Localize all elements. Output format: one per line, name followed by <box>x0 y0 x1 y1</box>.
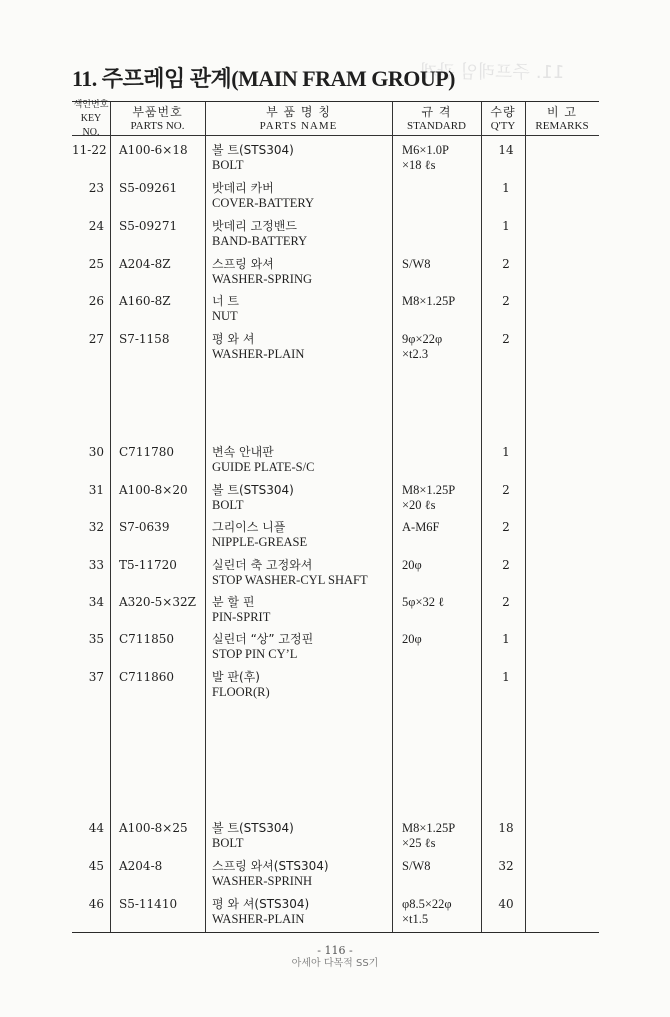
part-name <box>212 143 294 173</box>
header-name-ko: 부 품 명 칭 <box>266 104 331 119</box>
part-name <box>212 897 309 927</box>
key-no: 37 <box>88 670 104 684</box>
key-no: 25 <box>88 257 104 271</box>
header-key <box>72 99 110 138</box>
standard <box>402 821 455 851</box>
standard <box>402 558 422 573</box>
quantity: 2 <box>502 558 510 572</box>
header-qty-ko: 수량 <box>490 104 516 119</box>
parts-table <box>72 101 599 933</box>
part-name <box>212 670 270 700</box>
bleed-through-title: 11. 주프레임 관계 <box>420 62 565 83</box>
part-name <box>212 520 307 550</box>
quantity: 2 <box>502 294 510 308</box>
part-no: A160-8Z <box>119 294 171 308</box>
standard-line: S/W8 <box>402 257 431 271</box>
part-name-ko: 실린더 축 고정와셔 <box>212 558 313 572</box>
footer-note: 아세아 다목적 SS기 <box>291 958 379 969</box>
part-no: S5-09261 <box>119 181 178 195</box>
quantity: 2 <box>502 483 510 497</box>
standard <box>402 294 455 309</box>
standard <box>402 897 452 927</box>
page-number: - 116 - <box>317 944 353 957</box>
standard-line: 5φ×32 ℓ <box>402 595 445 609</box>
header-name <box>205 102 392 135</box>
key-no: 35 <box>88 632 104 646</box>
part-no: C711860 <box>119 670 174 684</box>
standard-line: ×t2.3 <box>402 347 429 361</box>
quantity: 14 <box>498 143 514 157</box>
part-name-en: PIN-SPRIT <box>212 610 271 624</box>
header-parts <box>110 102 205 135</box>
standard-line: M8×1.25P <box>402 483 456 497</box>
part-name-en: NUT <box>212 309 238 323</box>
quantity: 18 <box>498 821 514 835</box>
part-name <box>212 595 270 625</box>
part-name-ko: 볼 트(STS304) <box>212 483 294 497</box>
standard-line: 9φ×22φ <box>402 332 443 346</box>
part-name-en: WASHER-PLAIN <box>212 347 305 361</box>
part-name-en: STOP WASHER-CYL SHAFT <box>212 573 368 587</box>
header-standard <box>392 102 481 135</box>
part-no: S5-11410 <box>119 897 178 911</box>
quantity: 40 <box>498 897 514 911</box>
part-name-ko: 평 와 셔(STS304) <box>212 897 310 911</box>
standard-line: ×25 ℓs <box>402 836 436 850</box>
standard-line: M8×1.25P <box>402 294 456 308</box>
header-name-en: PARTS NAME <box>259 119 338 132</box>
standard-line: 20φ <box>402 558 422 572</box>
header-standard-ko: 규 격 <box>421 104 452 119</box>
quantity: 1 <box>502 181 510 195</box>
part-no: A204-8Z <box>119 257 171 271</box>
key-no: 32 <box>88 520 104 534</box>
standard-line: M8×1.25P <box>402 821 456 835</box>
part-name <box>212 294 239 324</box>
key-no: 26 <box>88 294 104 308</box>
page-footer <box>0 944 670 970</box>
part-name <box>212 632 313 662</box>
part-name <box>212 219 307 249</box>
standard-line: 20φ <box>402 632 422 646</box>
quantity: 1 <box>502 219 510 233</box>
part-name <box>212 859 329 889</box>
part-name-en: NIPPLE-GREASE <box>212 535 308 549</box>
part-no: C711780 <box>119 445 174 459</box>
column-divider <box>205 102 206 932</box>
part-name-ko: 실린더 “상” 고정핀 <box>212 632 314 646</box>
key-no: 11-22 <box>72 143 107 157</box>
quantity: 1 <box>502 445 510 459</box>
standard <box>402 632 422 647</box>
part-name-en: COVER-BATTERY <box>212 196 315 210</box>
standard <box>402 859 430 874</box>
part-name-en: BOLT <box>212 158 244 172</box>
part-no: S5-09271 <box>119 219 178 233</box>
part-name-ko: 변속 안내판 <box>212 445 274 459</box>
quantity: 2 <box>502 257 510 271</box>
part-no: A100-6×18 <box>119 143 188 157</box>
part-name-ko: 발 판(후) <box>212 670 260 684</box>
part-name <box>212 332 304 362</box>
part-name-ko: 그리이스 니플 <box>212 520 286 534</box>
key-no: 24 <box>88 219 104 233</box>
part-name-ko: 평 와 셔 <box>212 332 255 346</box>
part-name-ko: 스프링 와셔(STS304) <box>212 859 329 873</box>
quantity: 1 <box>502 632 510 646</box>
part-no: A100-8×25 <box>119 821 188 835</box>
header-qty <box>481 102 525 135</box>
header-key-en: KEY NO. <box>80 112 102 138</box>
column-divider <box>392 102 393 932</box>
header-parts-en: PARTS NO. <box>130 119 185 132</box>
page-title: 11. 주프레임 관계(MAIN FRAM GROUP) <box>72 66 455 91</box>
standard-line: S/W8 <box>402 859 431 873</box>
standard-line: ×18 ℓs <box>402 158 436 172</box>
part-name-en: WASHER-PLAIN <box>212 912 305 926</box>
standard-line: φ8.5×22φ <box>402 897 452 911</box>
standard <box>402 143 449 173</box>
column-divider <box>110 102 111 932</box>
standard <box>402 332 442 362</box>
part-no: T5-11720 <box>119 558 177 572</box>
part-name <box>212 558 368 588</box>
part-no: A204-8 <box>119 859 163 873</box>
part-name-ko: 스프링 와셔 <box>212 257 274 271</box>
part-name <box>212 181 314 211</box>
quantity: 2 <box>502 332 510 346</box>
part-name <box>212 445 314 475</box>
header-remarks-ko: 비 고 <box>547 104 577 119</box>
standard-line: ×20 ℓs <box>402 498 436 512</box>
part-name-ko: 볼 트(STS304) <box>212 143 294 157</box>
header-remarks <box>525 102 599 135</box>
key-no: 45 <box>88 859 104 873</box>
part-no: S7-0639 <box>119 520 170 534</box>
key-no: 34 <box>88 595 104 609</box>
header-qty-en: Q'TY <box>490 119 516 132</box>
standard <box>402 257 430 272</box>
part-name <box>212 483 294 513</box>
part-name <box>212 257 312 287</box>
part-no: A320-5×32Z <box>119 595 196 609</box>
part-no: C711850 <box>119 632 174 646</box>
header-standard-en: STANDARD <box>406 119 466 132</box>
standard-line: M6×1.0P <box>402 143 449 157</box>
key-no: 30 <box>88 445 104 459</box>
quantity: 2 <box>502 520 510 534</box>
key-no: 44 <box>88 821 104 835</box>
header-parts-ko: 부품번호 <box>132 104 183 119</box>
part-name-ko: 밧데리 카버 <box>212 181 274 195</box>
key-no: 27 <box>88 332 104 346</box>
quantity: 1 <box>502 670 510 684</box>
part-no: A100-8×20 <box>119 483 188 497</box>
key-no: 33 <box>88 558 104 572</box>
column-divider <box>481 102 482 932</box>
header-divider <box>72 135 599 136</box>
part-name-en: BAND-BATTERY <box>212 234 308 248</box>
part-name-ko: 분 할 핀 <box>212 595 255 609</box>
column-divider <box>525 102 526 932</box>
standard <box>402 595 444 610</box>
quantity: 32 <box>498 859 514 873</box>
part-name-ko: 볼 트(STS304) <box>212 821 294 835</box>
part-name-en: BOLT <box>212 836 244 850</box>
standard-line: ×t1.5 <box>402 912 429 926</box>
standard <box>402 483 455 513</box>
part-name-ko: 너 트 <box>212 294 239 308</box>
part-name-en: BOLT <box>212 498 244 512</box>
part-name-en: WASHER-SPRING <box>212 272 313 286</box>
standard-line: A-M6F <box>402 520 440 534</box>
header-remarks-en: REMARKS <box>535 119 589 132</box>
key-no: 31 <box>88 483 104 497</box>
part-name-ko: 밧데리 고정밴드 <box>212 219 297 233</box>
quantity: 2 <box>502 595 510 609</box>
part-no: S7-1158 <box>119 332 170 346</box>
part-name-en: STOP PIN CY’L <box>212 647 298 661</box>
header-key-ko: 색인번호 <box>73 99 109 110</box>
key-no: 46 <box>88 897 104 911</box>
key-no: 23 <box>88 181 104 195</box>
part-name-en: GUIDE PLATE-S/C <box>212 460 315 474</box>
part-name <box>212 821 294 851</box>
part-name-en: FLOOR(R) <box>212 685 270 699</box>
part-name-en: WASHER-SPRINH <box>212 874 313 888</box>
standard <box>402 520 440 535</box>
